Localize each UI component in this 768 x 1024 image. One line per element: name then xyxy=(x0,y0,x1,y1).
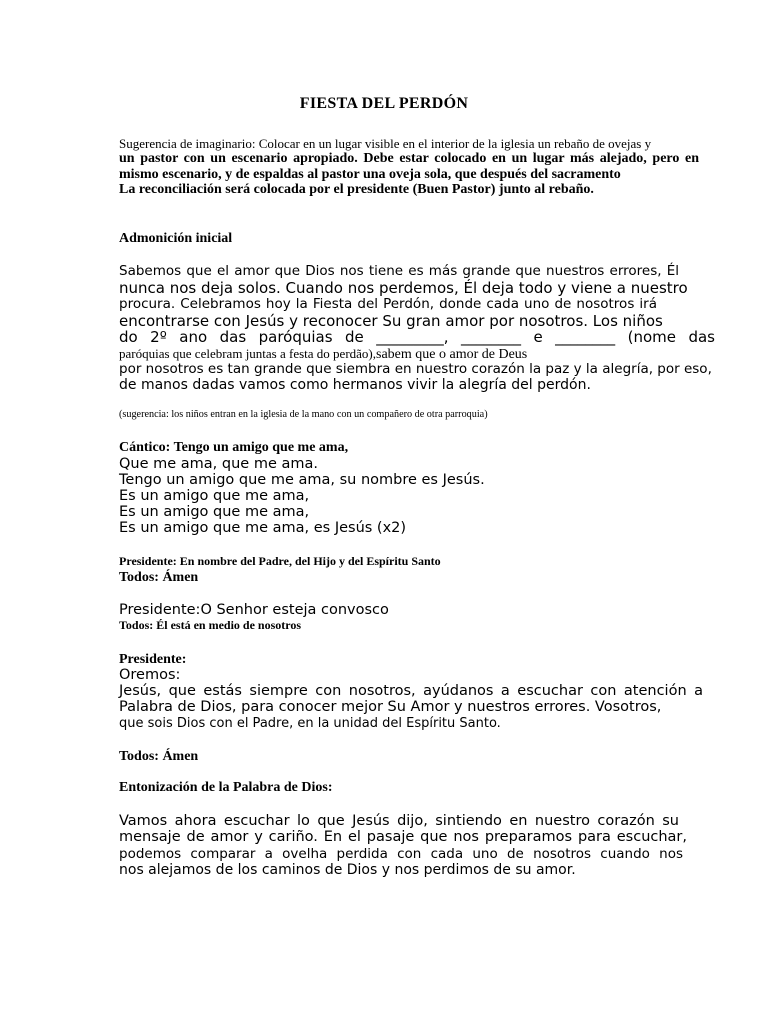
entonizacion-line-1: Vamos ahora escuchar lo que Jesús dijo, sintiendo en nuestro corazón su xyxy=(119,813,679,829)
cantico-line-2: Tengo un amigo que me ama, su nombre es Jesús. xyxy=(119,472,485,488)
admonicion-line-3: procura. Celebramos hoy la Fiesta del Perdón, donde cada uno de nosotros irá xyxy=(119,296,657,312)
entonizacion-heading: Entonización de la Palabra de Dios: xyxy=(119,780,333,795)
intro-line-2: un pastor con un escenario apropiado. Debe estar colocado en un lugar más alejado, pero en xyxy=(119,151,699,166)
admonicion-line-5: do 2º ano das paróquias de _________, ________ e ________ (nome das xyxy=(119,328,715,346)
cantico-line-5: Es un amigo que me ama, es Jesús (x2) xyxy=(119,520,407,536)
cantico-line-3: Es un amigo que me ama, xyxy=(119,488,310,504)
intro-line-3: mismo escenario, y de espaldas al pastor una oveja sola, que después del sacramento xyxy=(119,167,621,182)
document-title: FIESTA DEL PERDÓN xyxy=(299,95,469,112)
cantico-heading: Cántico: Tengo un amigo que me ama, xyxy=(119,440,349,455)
todos-amen-2: Todos: Ámen xyxy=(119,749,199,764)
todos-amen-1: Todos: Ámen xyxy=(119,570,199,585)
intro-line-1: Sugerencia de imaginario: Colocar en un lugar visible en el interior de la iglesia un rebaño de ovejas y xyxy=(119,136,652,151)
oracion-line-1: Oremos: xyxy=(119,667,181,683)
entonizacion-line-4: nos alejamos de los caminos de Dios y nos perdimos de su amor. xyxy=(119,862,576,878)
presidente-senhor: Presidente:O Senhor esteja convosco xyxy=(119,602,389,618)
admonicion-line-7: por nosotros es tan grande que siembra en nuestro corazón la paz y la alegría, por eso, xyxy=(119,361,712,377)
oracion-line-3: Palabra de Dios, para conocer mejor Su Amor y nuestros errores. Vosotros, xyxy=(119,699,662,715)
cantico-line-1: Que me ama, que me ama. xyxy=(119,456,318,472)
admonicion-line-6a: paróquias que celebram juntas a festa do perdão), xyxy=(119,346,377,361)
admonicion-line-2: nunca nos deja solos. Cuando nos perdemos, Él deja todo y viene a nuestro xyxy=(119,279,688,297)
presidente-nombre: Presidente: En nombre del Padre, del Hijo y del Espíritu Santo xyxy=(119,554,441,568)
admonicion-line-4: encontrarse con Jesús y reconocer Su gran amor por nosotros. Los niños xyxy=(119,312,663,330)
todos-medio: Todos: Él está en medio de nosotros xyxy=(119,618,302,632)
intro-line-4: La reconciliación será colocada por el presidente (Buen Pastor) junto al rebaño. xyxy=(119,182,594,197)
admonicion-line-8: de manos dadas vamos como hermanos vivir la alegría del perdón. xyxy=(119,377,591,393)
admonicion-line-1: Sabemos que el amor que Dios nos tiene es más grande que nuestros errores, Él xyxy=(119,263,679,279)
admonicion-line-6b: sabem que o amor de Deus xyxy=(376,347,528,362)
admonicion-heading: Admonición inicial xyxy=(119,231,233,246)
oracion-line-4: que sois Dios con el Padre, en la unidad del Espíritu Santo. xyxy=(119,716,501,731)
entonizacion-line-2: mensaje de amor y cariño. En el pasaje que nos preparamos para escuchar, xyxy=(119,829,687,845)
sugerencia-note: (sugerencia: los niños entran en la iglesia de la mano con un compañero de otra parroquia) xyxy=(119,409,488,420)
entonizacion-line-3: podemos comparar a ovelha perdida con cada uno de nosotros cuando nos xyxy=(119,846,683,862)
cantico-line-4: Es un amigo que me ama, xyxy=(119,504,310,520)
oracion-label: Presidente: xyxy=(119,652,187,667)
oracion-line-2: Jesús, que estás siempre con nosotros, ayúdanos a escuchar con atención a xyxy=(119,683,703,699)
